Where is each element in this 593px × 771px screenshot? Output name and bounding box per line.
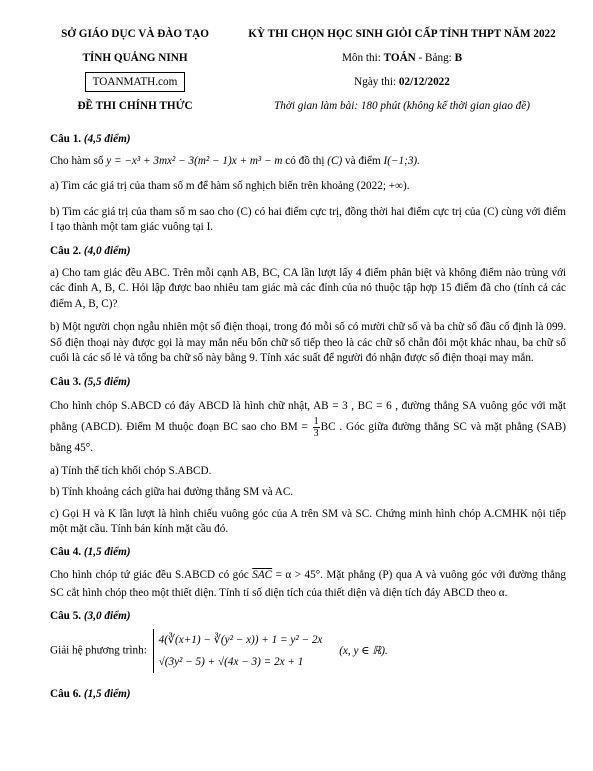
q5-title: Câu 5. (3,0 điểm) xyxy=(50,610,131,623)
q1-part-b: b) Tìm các giá trị của tham số m sao cho (C) có hai điểm cực trị, đồng thời hai điểm cực trị của (C) cùng với điểm I tạo thành một tam giác vuông tại I. xyxy=(50,205,566,234)
equation-1: 4(∛(x+1) − ∛(y² − x)) + 1 = y² − 2x xyxy=(158,634,323,647)
q2-title: Câu 2. (4,0 điểm) xyxy=(50,244,131,257)
board-value: B xyxy=(454,52,463,64)
header-left xyxy=(40,22,230,118)
q3-part-b: b) Tính khoảng cách giữa hai đường thẳng SM và AC. xyxy=(50,486,294,499)
q2-part-a: a) Cho tam giác đều ABC. Trên mỗi cạnh AB, BC, CA lần lượt lấy 4 điểm phân biệt và không điểm nào trùng với các đỉnh A, B, C. Hỏi lập được bao nhiêu tam giác mà các đỉnh của nó thuộc tập hợp 15 điểm đã cho (tính cả các điểm A, B, C)? xyxy=(50,266,566,310)
exam-content xyxy=(50,130,566,703)
equation-system-brace xyxy=(153,629,323,673)
brand-box: TOANMATH.com xyxy=(85,72,186,92)
angle-sac: $\overline{SAC}$ xyxy=(252,569,273,582)
q3-part-c: c) Gọi H và K lần lượt là hình chiếu vuông góc của A trên SM và SC. Chứng minh hình chóp A.CMHK nội tiếp một mặt cầu. Tính bán kính mặt cầu đó. xyxy=(50,507,566,535)
q1-formula: y = −x³ + 3mx² − 3(m² − 1)x + m³ − m xyxy=(106,155,283,167)
date-line: Ngày thi: 02/12/2022 xyxy=(354,76,450,88)
q3-title: Câu 3. (5,5 điểm) xyxy=(50,375,131,388)
q5-system: Giải hệ phương trình: 4(∛(x+1) − ∛(y² − x)) + 1 = y² − 2x √(3y² − 5) + √(4x − 3) = 2x + 1 (x, y ∈ ℝ). xyxy=(50,629,566,679)
fraction-one-third: $\frac{1}{3}$ xyxy=(313,415,319,439)
q4-text: Cho hình chóp tứ giác đều S.ABCD có góc $\overline{SAC} = \alpha > 45^\circ$. Mặt phẳng (P) qua A và vuông góc với đường thẳng SC cắt hình chóp theo một thiết diện. Tính tỉ số diện tích của thiết diện và diện tích đáy ABCD theo α. xyxy=(50,569,566,600)
q3-part-a: a) Tính thể tích khối chóp S.ABCD. xyxy=(50,464,212,477)
header-right xyxy=(242,22,562,118)
q1-title: Câu 1. (4,5 điểm) xyxy=(50,133,131,145)
subject-value: TOÁN xyxy=(383,52,416,64)
q4-title: Câu 4. (1,5 điểm) xyxy=(50,546,131,559)
q6-title: Câu 6. (1,5 điểm) xyxy=(50,688,131,701)
q2-part-b: b) Một người chọn ngẫu nhiên một số điện thoại, trong đó mỗi số có mười chữ số và ba chữ số đầu cố định là 099. Số điện thoại này được gọi là may mắn nếu bốn chữ số tiếp theo là các chữ số chẵn đôi một khác nhau, ba chữ số cuối là các số lẻ và tổng ba chữ số này bằng 9. Tính xác suất để người đó nhận được số điện thoại may mắn. xyxy=(50,321,566,365)
province-name: TỈNH QUẢNG NINH xyxy=(82,52,188,64)
q3-intro: Cho hình chóp S.ABCD có đáy ABCD là hình chữ nhật, AB = 3 , BC = 6 , đường thẳng SA vuông góc với mặt phẳng (ABCD). Điểm M thuộc đoạn BC sao cho BM = $\frac{1}{3}$ BC . Góc giữa đường thẳng SC và mặt phẳng (SAB) bằng 45°. xyxy=(50,399,566,454)
domain-note: (x, y ∈ ℝ). xyxy=(339,644,388,657)
subject-line: Môn thi: TOÁN - Bảng: B xyxy=(341,52,463,64)
q1-part-a: a) Tìm các giá trị của tham số m để hàm số nghịch biến trên khoảng (2022; +∞). xyxy=(50,180,410,193)
official-exam-label: ĐỀ THI CHÍNH THỨC xyxy=(77,100,193,112)
exam-title: KỲ THI CHỌN HỌC SINH GIỎI CẤP TỈNH THPT NĂM 2022 xyxy=(248,28,556,40)
department-name: SỞ GIÁO DỤC VÀ ĐÀO TẠO xyxy=(61,28,209,40)
equation-2: √(3y² − 5) + √(4x − 3) = 2x + 1 xyxy=(158,656,304,669)
time-line: Thời gian làm bài: 180 phút (không kể thời gian giao đề) xyxy=(274,100,530,112)
date-value: 02/12/2022 xyxy=(398,76,450,88)
q1-intro: Cho hàm số y = −x³ + 3mx² − 3(m² − 1)x + m³ − m có đồ thị (C) và điểm I(−1;3). xyxy=(50,155,420,167)
